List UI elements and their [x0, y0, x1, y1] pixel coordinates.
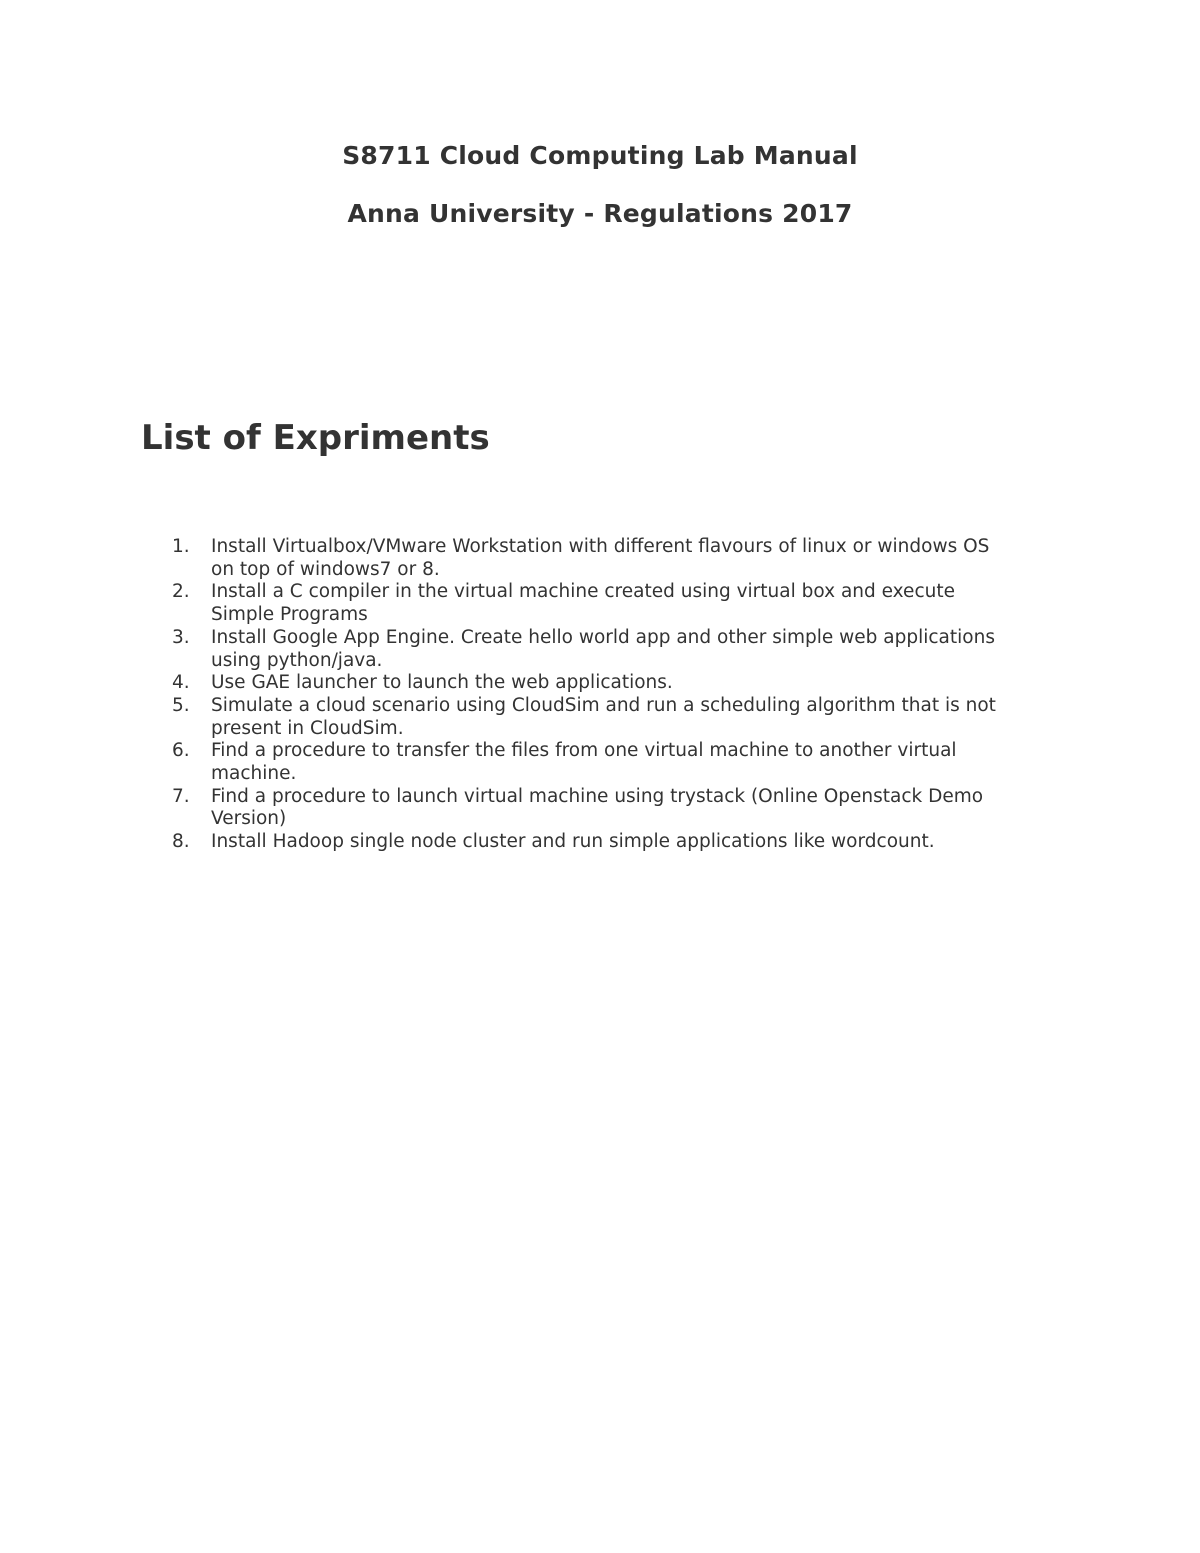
list-item-text: [211, 627, 1052, 672]
list-item-line: Version): [211, 808, 287, 830]
list-item-line: Use GAE launcher to launch the web applications.: [211, 672, 673, 694]
list-item-line: Find a procedure to launch virtual machine using trystack (Online Openstack Demo: [211, 785, 984, 807]
list-item-number: 8.: [172, 831, 190, 853]
list-item: [172, 740, 1052, 785]
list-item-text: [211, 831, 1052, 854]
list-item: [172, 695, 1052, 740]
list-item: [172, 672, 1052, 695]
list-item-number: 2.: [172, 581, 190, 603]
list-item-line: Install Hadoop single node cluster and run simple applications like wordcount.: [211, 831, 935, 853]
list-item-line: Find a procedure to transfer the files from one virtual machine to another virtual: [211, 740, 957, 762]
list-item-number: 1.: [172, 536, 190, 557]
list-item-text: [211, 581, 1052, 626]
list-item-text: [211, 695, 1052, 740]
list-item-text: [211, 672, 1052, 695]
list-item-line: Install a C compiler in the virtual machine created using virtual box and execute: [211, 581, 955, 603]
list-item-number: 5.: [172, 694, 190, 716]
list-item: [172, 536, 1052, 581]
list-item-line: Install Virtualbox/VMware Workstation with different flavours of linux or windows OS: [211, 536, 990, 557]
section-heading: List of Expriments: [141, 418, 490, 458]
list-item-number: 7.: [172, 785, 190, 807]
list-item: [172, 627, 1052, 672]
list-item-line: present in CloudSim.: [211, 717, 404, 739]
list-item-line: machine.: [211, 763, 297, 785]
list-item-line: Simple Programs: [211, 604, 368, 626]
list-item-text: [211, 536, 1052, 581]
list-item-line: on top of windows7 or 8.: [211, 558, 440, 580]
list-item-number: 3.: [172, 626, 190, 648]
list-item-number: 4.: [172, 672, 190, 694]
list-item: [172, 786, 1052, 831]
document-subtitle: Anna University - Regulations 2017: [347, 199, 853, 228]
list-item-line: Simulate a cloud scenario using CloudSim and run a scheduling algorithm that is not: [211, 694, 996, 716]
document-title: S8711 Cloud Computing Lab Manual: [342, 141, 858, 170]
list-item: [172, 581, 1052, 626]
list-item-text: [211, 786, 1052, 831]
list-item: [172, 831, 1052, 854]
experiment-list: [172, 536, 1052, 854]
list-item-text: [211, 740, 1052, 785]
list-item-line: Install Google App Engine. Create hello world app and other simple web applications: [211, 626, 995, 648]
list-item-number: 6.: [172, 740, 190, 762]
list-item-line: using python/java.: [211, 649, 383, 671]
